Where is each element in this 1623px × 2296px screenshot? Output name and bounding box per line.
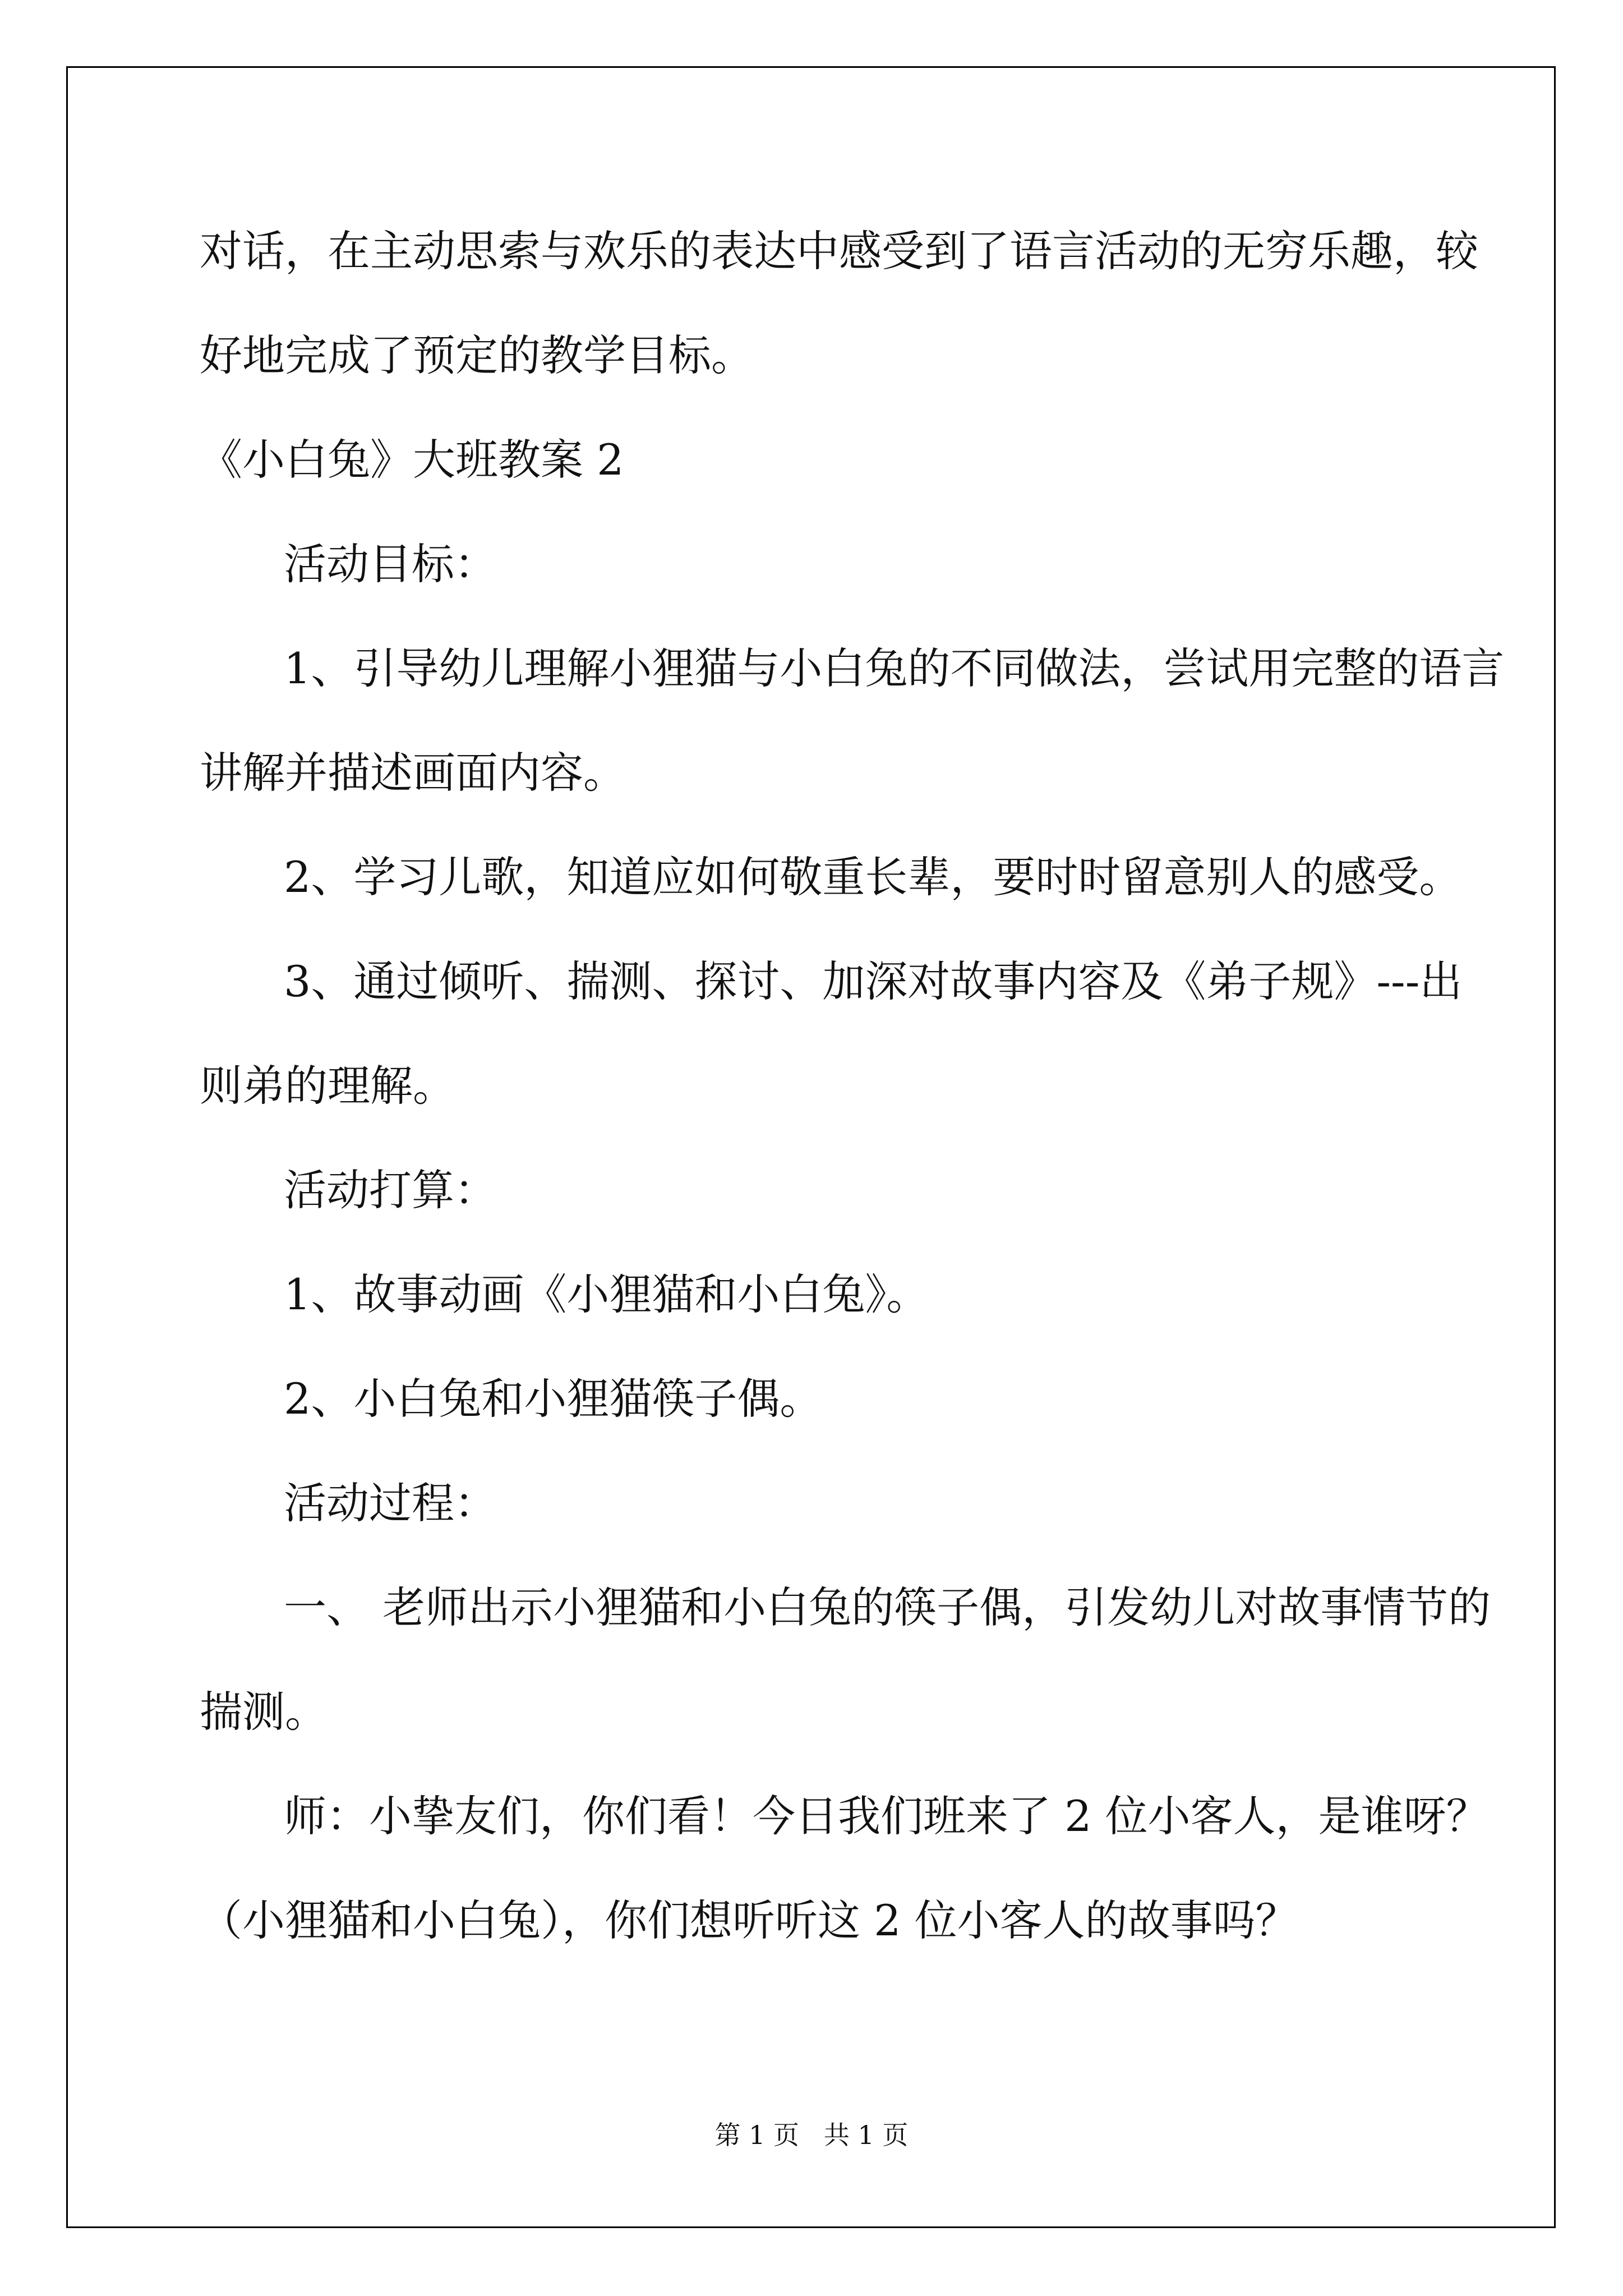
text-line: 1、故事动画《小狸猫和小白兔》。 [284,1269,929,1319]
body-paragraph [200,825,1518,930]
body-paragraph [200,1138,1518,1243]
body-paragraph [200,512,1518,616]
page-footer: 第 1 页 共 1 页 [714,2120,909,2150]
body-paragraph [200,930,1463,1138]
text-line: 3、通过倾听、揣测、探讨、加深对故事内容及《弟子规》---出 [284,956,1463,1006]
text-line: 揣测。 [200,1687,328,1737]
text-line: 《小白兔》大班教案 2 [200,435,624,485]
text-line: 师：小挚友们，你们看！今日我们班来了 2 位小客人，是谁呀？ [284,1791,1489,1841]
text-line: 讲解并描述画面内容。 [200,748,626,798]
body-paragraph [200,199,1478,408]
text-line: 则弟的理解。 [200,1061,455,1111]
text-line: 对话，在主动思索与欢乐的表达中感受到了语言活动的无穷乐趣，较 [200,226,1478,276]
text-line: （小狸猫和小白兔），你们想听听这 2 位小客人的故事吗？ [200,1895,1298,1945]
text-line: 好地完成了预定的教学目标。 [200,330,754,380]
text-line: 2、小白兔和小狸猫筷子偶。 [284,1374,823,1424]
body-paragraph [200,616,1505,825]
text-line: 活动目标： [284,539,497,589]
text-line: 2、学习儿歌，知道应如何敬重长辈，要时时留意别人的感受。 [284,852,1462,902]
body-paragraph [200,1556,1491,1764]
section-heading [200,408,1433,512]
text-line: 1、引导幼儿理解小狸猫与小白兔的不同做法，尝试用完整的语言 [284,643,1505,693]
text-line: 活动打算： [284,1165,497,1215]
body-paragraph [200,1243,1518,1347]
body-paragraph [200,1451,1518,1556]
text-line: 一、 老师出示小狸猫和小白兔的筷子偶，引发幼儿对故事情节的 [284,1582,1491,1632]
text-line: 活动过程： [284,1478,497,1528]
body-paragraph [200,1347,1518,1451]
body-paragraph [200,1764,1489,1973]
